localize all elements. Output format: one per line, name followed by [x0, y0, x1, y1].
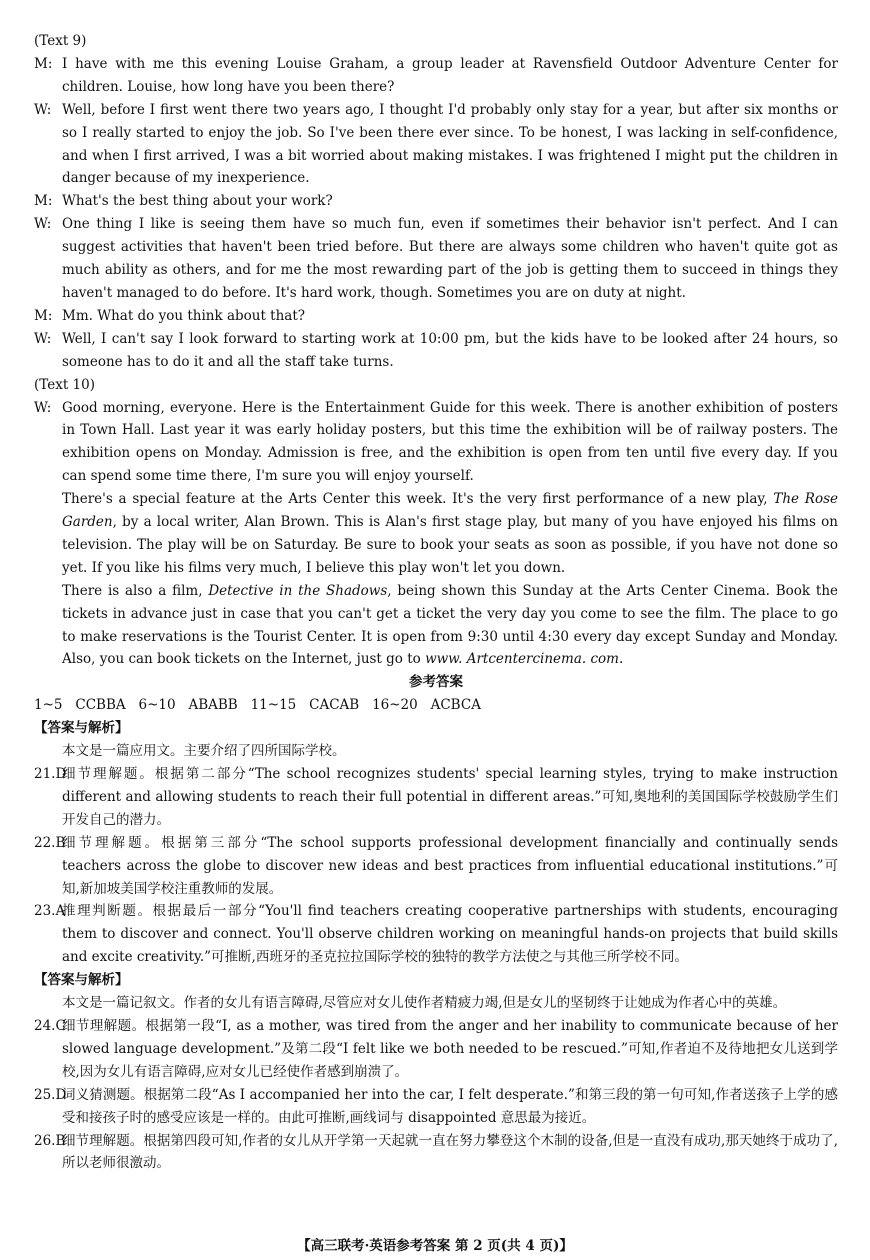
text10-paragraph-3: There is also a film, Detective in the Shadows, being shown this Sunday at the Arts Center Cinema. Book the tickets in advance just in case that you can't get a ticket the very day you come to see the film. The place to go to make reservations is the Tourist Center. It is open from 9:30 until 4:30 every day except Sunday and Monday. Also, you can book tickets on the Internet, just go to www. Artcentercinema. com. [62, 582, 839, 668]
question-number: 23.A [34, 903, 66, 920]
section1-intro: 本文是一篇应用文。主要介绍了四所国际学校。 [62, 743, 346, 760]
question-number: 26.B [34, 1132, 66, 1149]
item-text: I have with me this evening Louise Graham, a group leader at Ravensfield Outdoor Adventure Center for children. Louise, how long have you been there? [62, 55, 838, 95]
list-item [34, 763, 838, 832]
item-text: Mm. What do you think about that? [62, 307, 306, 324]
text9-dialogue [34, 53, 838, 374]
speaker-label: M: [34, 55, 53, 72]
item-text: Well, I can't say I look forward to starting work at 10:00 pm, but the kids have to be looked after 24 hours, so someone has to do it and all the staff take turns. [62, 330, 838, 370]
item-text: What's the best thing about your work? [62, 193, 333, 210]
speaker-label: M: [34, 307, 53, 324]
item-text: 推理判断题。根据最后一部分“You'll find teachers creating cooperative partnerships with students, encouraging them to discover and connect. You'll observe children working on meaningful hands-on projects that build skills and excite creativity.”可推断,西班牙的圣克拉拉国际学校的独特的教学方法使之与其他三所学校不同。 [62, 903, 838, 966]
question-number: 25.D [34, 1086, 67, 1103]
item-text: 词义猜测题。根据第二段“As I accompanied her into the car, I felt desperate.”和第三段的第一句可知,作者送孩子上学的感受和接孩子时的感受应该是一样的。由此可推断,画线词与 disappointed 意思最为接近。 [62, 1086, 838, 1126]
question-number: 21.D [34, 766, 67, 782]
section1-heading: 【答案与解析】 [34, 720, 129, 737]
page-footer: 【高三联考·英语参考答案 第 2 页(共 4 页)】 [297, 1238, 573, 1254]
text9-label: (Text 9) [34, 33, 87, 49]
answer-heading: 参考答案 [409, 674, 463, 691]
text10-label: (Text 10) [34, 376, 95, 393]
item-text: 细节理解题。根据第二部分“The school recognizes students' special learning styles, trying to make instruction different and allowing students to reach their full potential in different areas.”可知,奥地利的美国国际学校鼓励学生们开发自己的潜力。 [62, 766, 838, 828]
speaker-label: M: [34, 193, 53, 210]
section1-explanations [34, 763, 838, 969]
text10-paragraph-1: Good morning, everyone. Here is the Entertainment Guide for this week. There is another exhibition of posters in Town Hall. Last year it was early holiday posters, but this time the exhibition will be of railway posters. The exhibition opens on Monday. Admission is free, and the exhibition is open from ten until five every day. If you can spend some time there, I'm sure you will enjoy yourself. [62, 399, 838, 485]
section2-heading: 【答案与解析】 [34, 972, 129, 989]
list-item [34, 1084, 838, 1130]
text10-paragraph-2: There's a special feature at the Arts Center this week. It's the very first performance of a new play, The Rose Garden, by a local writer, Alan Brown. This is Alan's first stage play, but many of you have enjoyed his films on television. The play will be on Saturday. Be sure to book your seats as soon as possible, if you have not done so yet. If you like his films very much, I believe this play won't let you down. [62, 491, 838, 576]
section2-intro: 本文是一篇记叙文。作者的女儿有语言障碍,尽管应对女儿使作者精疲力竭,但是女儿的坚韧终于让她成为作者心中的英雄。 [62, 995, 787, 1012]
item-text: 细节理解题。根据第四段可知,作者的女儿从开学第一天起就一直在努力攀登这个木制的设备,但是一直没有成功,那天她终于成功了,所以老师很激动。 [62, 1132, 838, 1172]
document-page [34, 30, 838, 1175]
list-item [34, 305, 838, 328]
question-number: 22.B [34, 834, 66, 851]
speaker-label: W: [34, 101, 52, 118]
list-item [34, 213, 838, 305]
list-item [34, 99, 838, 191]
speaker-label: W: [34, 330, 52, 347]
speaker-label: W: [34, 399, 52, 416]
speaker-label: W: [34, 216, 52, 233]
item-text: 细节理解题。根据第三部分“The school supports professional development financially and continually sends teachers across the globe to discover new ideas and best practices from influential educational institutions.”可知,新加坡美国学校注重教师的发展。 [62, 834, 838, 897]
section2-explanations [34, 1015, 838, 1175]
item-text: One thing I like is seeing them have so much fun, even if sometimes their behavior isn't perfect. And I can suggest activities that haven't been tried before. But there are always some children who haven't quite got as much ability as others, and for me the most rewarding part of the job is getting them to succeed in things they haven't managed to do before. It's hard work, though. Sometimes you are on duty at night. [62, 216, 838, 301]
text10-monologue [34, 397, 838, 672]
list-item [34, 53, 838, 99]
list-item [34, 328, 838, 374]
list-item [34, 1130, 838, 1176]
play-title: The Rose Garden [62, 491, 838, 531]
question-number: 24.C [34, 1017, 66, 1034]
film-title: Detective in the Shadows [208, 582, 388, 599]
list-item [34, 900, 838, 969]
list-item [34, 1015, 838, 1084]
answer-key: 1~5 CCBBA 6~10 ABABB 11~15 CACAB 16~20 ACBCA [34, 697, 481, 714]
list-item [34, 832, 838, 901]
item-text: 细节理解题。根据第一段“I, as a mother, was tired from the anger and her inability to communicate because of her slowed language development.”及第二段“I felt like we both needed to be rescued.”可知,作者迫不及待地把女儿送到学校,因为女儿有语言障碍,应对女儿已经使作者感到崩溃了。 [62, 1017, 838, 1080]
list-item [34, 190, 838, 213]
item-text: Well, before I first went there two years ago, I thought I'd probably only stay for a year, but after six months or so I really started to enjoy the job. So I've been there ever since. To be honest, I was lacking in self-confidence, and when I first arrived, I was a bit worried about making mistakes. I was frightened I might put the children in danger because of my inexperience. [62, 101, 838, 187]
website-url: www. Artcentercinema. com [425, 651, 619, 668]
